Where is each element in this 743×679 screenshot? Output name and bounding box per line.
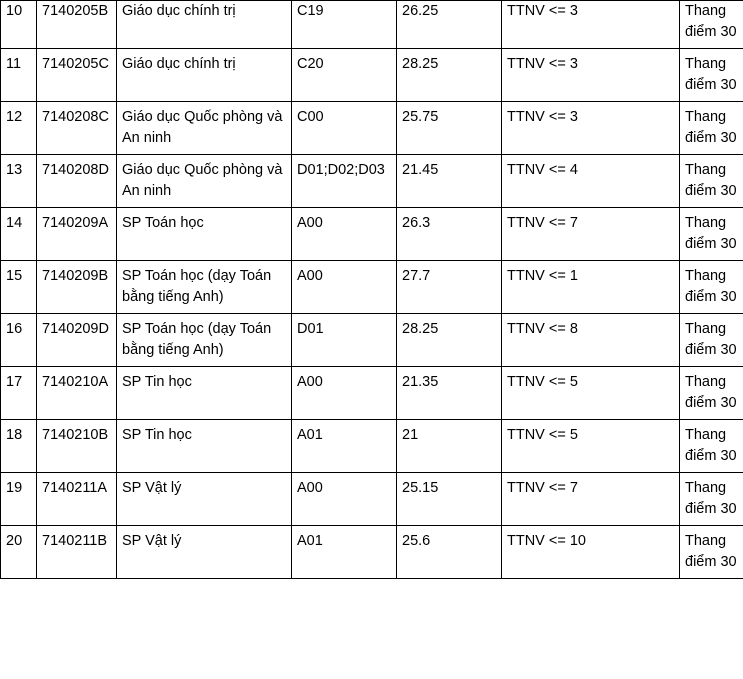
row-index: 14 bbox=[1, 208, 37, 261]
score-scale: Thang điểm 30 bbox=[680, 420, 743, 473]
major-code: 7140205C bbox=[37, 49, 117, 102]
criteria-note: TTNV <= 5 bbox=[502, 420, 680, 473]
subject-group: A01 bbox=[292, 420, 397, 473]
major-code: 7140210B bbox=[37, 420, 117, 473]
score-scale: Thang điểm 30 bbox=[680, 102, 743, 155]
table-row bbox=[1, 367, 743, 420]
row-index: 18 bbox=[1, 420, 37, 473]
major-code: 7140209B bbox=[37, 261, 117, 314]
table-row bbox=[1, 1, 743, 49]
criteria-note: TTNV <= 1 bbox=[502, 261, 680, 314]
criteria-note: TTNV <= 3 bbox=[502, 1, 680, 49]
table-row bbox=[1, 49, 743, 102]
subject-group: D01;D02;D03 bbox=[292, 155, 397, 208]
subject-group: C00 bbox=[292, 102, 397, 155]
benchmark-score: 21.35 bbox=[397, 367, 502, 420]
criteria-note: TTNV <= 8 bbox=[502, 314, 680, 367]
major-code: 7140211B bbox=[37, 526, 117, 579]
criteria-note: TTNV <= 4 bbox=[502, 155, 680, 208]
criteria-note: TTNV <= 7 bbox=[502, 473, 680, 526]
subject-group: A00 bbox=[292, 367, 397, 420]
table-row bbox=[1, 208, 743, 261]
score-scale: Thang điểm 30 bbox=[680, 473, 743, 526]
major-code: 7140209A bbox=[37, 208, 117, 261]
criteria-note: TTNV <= 7 bbox=[502, 208, 680, 261]
major-name: Giáo dục chính trị bbox=[117, 49, 292, 102]
benchmark-score: 25.6 bbox=[397, 526, 502, 579]
score-scale: Thang điểm 30 bbox=[680, 49, 743, 102]
major-code: 7140208D bbox=[37, 155, 117, 208]
major-name: SP Toán học bbox=[117, 208, 292, 261]
row-index: 17 bbox=[1, 367, 37, 420]
subject-group: C19 bbox=[292, 1, 397, 49]
major-code: 7140210A bbox=[37, 367, 117, 420]
table-row bbox=[1, 473, 743, 526]
benchmark-score: 25.15 bbox=[397, 473, 502, 526]
score-scale: Thang điểm 30 bbox=[680, 526, 743, 579]
score-scale: Thang điểm 30 bbox=[680, 155, 743, 208]
benchmark-score: 27.7 bbox=[397, 261, 502, 314]
subject-group: A00 bbox=[292, 473, 397, 526]
row-index: 19 bbox=[1, 473, 37, 526]
table-row bbox=[1, 420, 743, 473]
benchmark-score: 25.75 bbox=[397, 102, 502, 155]
major-name: Giáo dục chính trị bbox=[117, 1, 292, 49]
major-code: 7140205B bbox=[37, 1, 117, 49]
row-index: 20 bbox=[1, 526, 37, 579]
score-scale: Thang điểm 30 bbox=[680, 367, 743, 420]
subject-group: A01 bbox=[292, 526, 397, 579]
benchmark-score: 28.25 bbox=[397, 314, 502, 367]
benchmark-score: 21.45 bbox=[397, 155, 502, 208]
row-index: 13 bbox=[1, 155, 37, 208]
major-name: SP Tin học bbox=[117, 367, 292, 420]
row-index: 11 bbox=[1, 49, 37, 102]
benchmark-score: 26.25 bbox=[397, 1, 502, 49]
subject-group: A00 bbox=[292, 261, 397, 314]
subject-group: A00 bbox=[292, 208, 397, 261]
major-code: 7140211A bbox=[37, 473, 117, 526]
score-scale: Thang điểm 30 bbox=[680, 208, 743, 261]
major-name: SP Toán học (dạy Toán bằng tiếng Anh) bbox=[117, 261, 292, 314]
subject-group: D01 bbox=[292, 314, 397, 367]
benchmark-score: 26.3 bbox=[397, 208, 502, 261]
subject-group: C20 bbox=[292, 49, 397, 102]
major-name: Giáo dục Quốc phòng và An ninh bbox=[117, 102, 292, 155]
major-name: Giáo dục Quốc phòng và An ninh bbox=[117, 155, 292, 208]
table-row bbox=[1, 102, 743, 155]
major-name: SP Tin học bbox=[117, 420, 292, 473]
major-name: SP Vật lý bbox=[117, 473, 292, 526]
table-row bbox=[1, 314, 743, 367]
major-name: SP Vật lý bbox=[117, 526, 292, 579]
criteria-note: TTNV <= 3 bbox=[502, 102, 680, 155]
criteria-note: TTNV <= 5 bbox=[502, 367, 680, 420]
row-index: 16 bbox=[1, 314, 37, 367]
row-index: 12 bbox=[1, 102, 37, 155]
score-scale: Thang điểm 30 bbox=[680, 261, 743, 314]
benchmark-score: 28.25 bbox=[397, 49, 502, 102]
table-row bbox=[1, 526, 743, 579]
score-scale: Thang điểm 30 bbox=[680, 1, 743, 49]
row-index: 10 bbox=[1, 1, 37, 49]
table-row bbox=[1, 261, 743, 314]
major-code: 7140208C bbox=[37, 102, 117, 155]
row-index: 15 bbox=[1, 261, 37, 314]
major-code: 7140209D bbox=[37, 314, 117, 367]
criteria-note: TTNV <= 3 bbox=[502, 49, 680, 102]
table-row bbox=[1, 155, 743, 208]
score-scale: Thang điểm 30 bbox=[680, 314, 743, 367]
benchmark-score: 21 bbox=[397, 420, 502, 473]
criteria-note: TTNV <= 10 bbox=[502, 526, 680, 579]
table-body bbox=[1, 1, 743, 579]
major-name: SP Toán học (dạy Toán bằng tiếng Anh) bbox=[117, 314, 292, 367]
